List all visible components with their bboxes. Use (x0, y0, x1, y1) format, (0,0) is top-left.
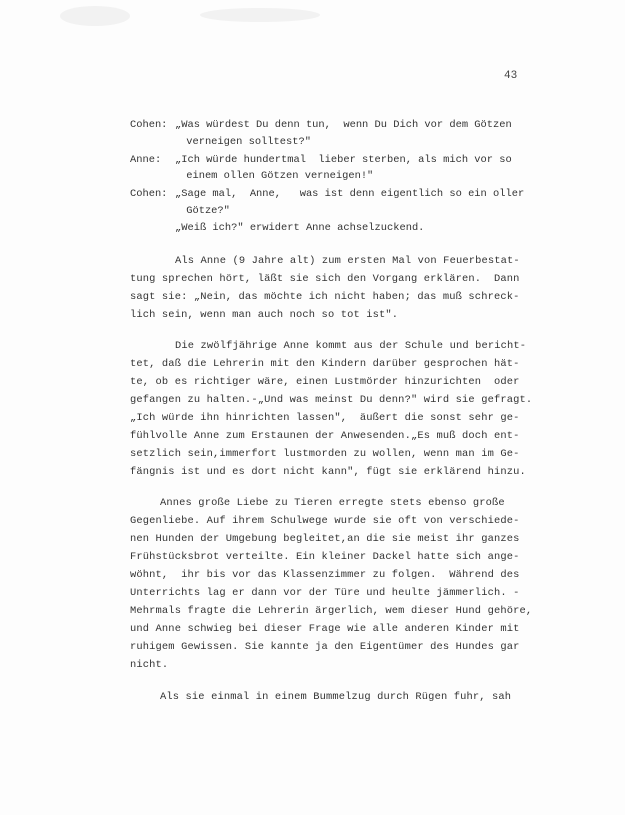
text-line: fängnis ist und es dort nicht kann", fügt sie erklärend hinzu. (130, 466, 526, 478)
text-line: gefangen zu halten.-„Und was meinst Du denn?" wird sie gefragt. (130, 394, 533, 406)
speech-line: einem ollen Götzen verneigen!" (180, 170, 374, 182)
speaker-label: Cohen: (130, 188, 168, 200)
text-line: und Anne schwieg bei dieser Frage wie alle anderen Kinder mit (130, 623, 520, 635)
text-line: tung sprechen hört, läßt sie sich den Vorgang erklären. Dann (130, 273, 520, 285)
page-number: 43 (504, 70, 518, 82)
speech-line: „Sage mal, Anne, was ist denn eigentlich so ein oller (175, 188, 525, 200)
text-line: Als Anne (9 Jahre alt) zum ersten Mal von Feuerbestat- (175, 255, 520, 267)
text-line: te, ob es richtiger wäre, einen Lustmörder hinzurichten oder (130, 376, 520, 388)
text-line: Als sie einmal in einem Bummelzug durch Rügen fuhr, sah (160, 691, 512, 703)
text-line: sagt sie: „Nein, das möchte ich nicht haben; das muß schreck- (130, 291, 520, 303)
speech-line: „Was würdest Du denn tun, wenn Du Dich vor dem Götzen (175, 119, 512, 131)
paper-smudge (60, 6, 130, 26)
speech-line: verneigen solltest?" (180, 136, 311, 148)
text-line: Unterrichts lag er dann vor der Türe und heulte jämmerlich. - (130, 587, 520, 599)
text-line: „Ich würde ihn hinrichten lassen", äußert die sonst sehr ge- (130, 412, 520, 424)
text-line: ruhigem Gewissen. Sie kannte ja den Eigentümer des Hundes gar (130, 641, 520, 653)
text-line: fühlvolle Anne zum Erstaunen der Anwesenden.„Es muß doch ent- (130, 430, 520, 442)
text-line: Die zwölfjährige Anne kommt aus der Schule und bericht- (175, 340, 527, 352)
speech-line: Götze?" (180, 205, 230, 217)
speech-line: „Ich würde hundertmal lieber sterben, als mich vor so (175, 154, 512, 166)
text-line: Frühstücksbrot verteilte. Ein kleiner Dackel hatte sich ange- (130, 551, 520, 563)
text-line: wöhnt, ihr bis vor das Klassenzimmer zu folgen. Während des (130, 569, 520, 581)
text-line: Gegenliebe. Auf ihrem Schulwege wurde sie oft von verschiede- (130, 515, 520, 527)
text-line: tet, daß die Lehrerin mit den Kindern darüber gesprochen hät- (130, 358, 520, 370)
text-line: nicht. (130, 659, 169, 671)
text-line: nen Hunden der Umgebung begleitet,an die sie meist ihr ganzes (130, 533, 520, 545)
text-line: lich sein, wenn man auch noch so tot ist". (130, 309, 399, 321)
text-line: Annes große Liebe zu Tieren erregte stets ebenso große (160, 497, 505, 509)
speech-line: „Weiß ich?" erwidert Anne achselzuckend. (175, 222, 425, 234)
text-line: setzlich sein,immerfort lustmorden zu wollen, wenn man im Ge- (130, 448, 520, 460)
speaker-label: Anne: (130, 154, 162, 166)
text-line: Mehrmals fragte die Lehrerin ärgerlich, wem dieser Hund gehöre, (130, 605, 533, 617)
paper-smudge (200, 8, 320, 22)
speaker-label: Cohen: (130, 119, 168, 131)
